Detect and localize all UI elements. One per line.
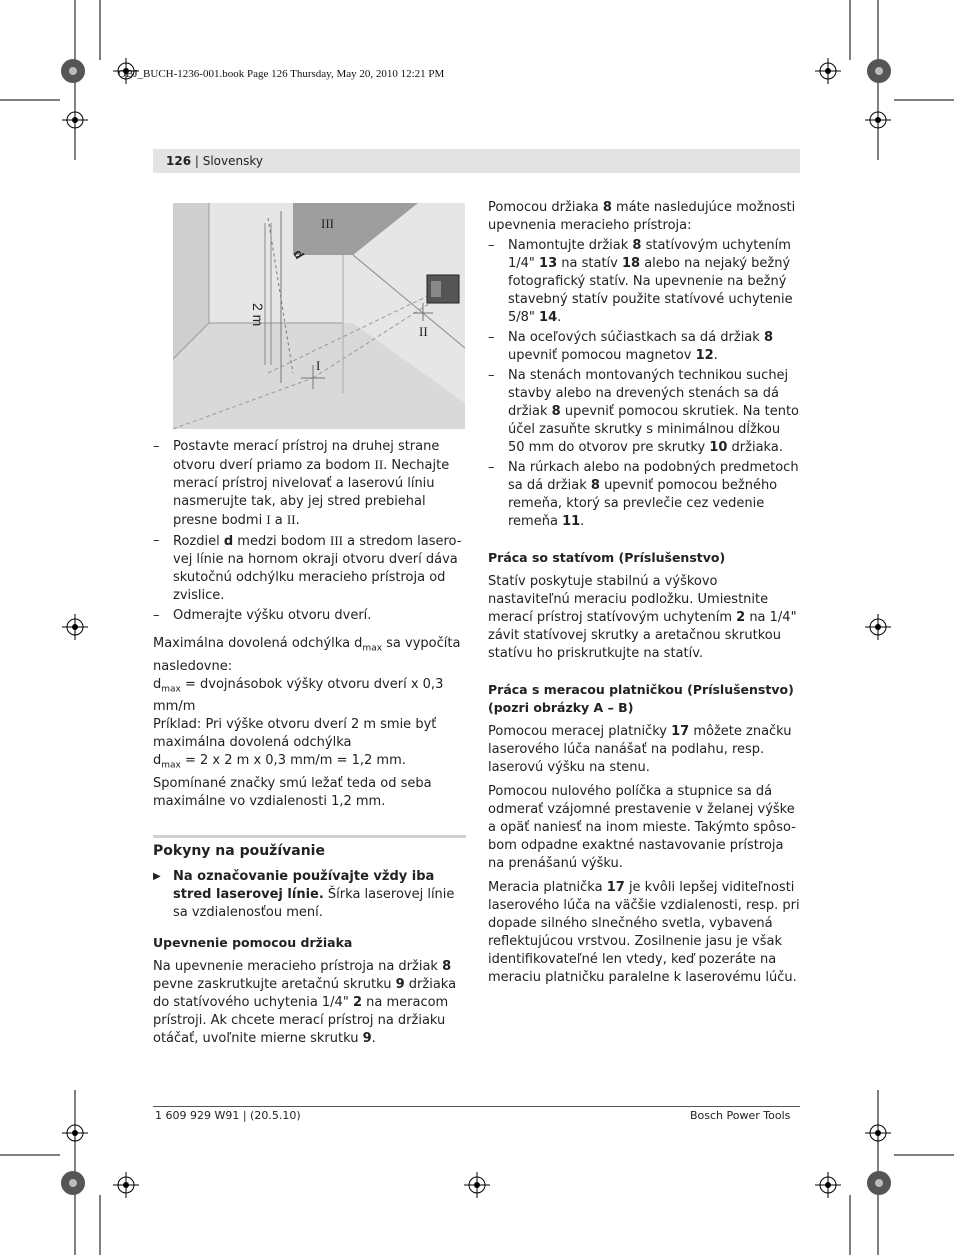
registration-wheel-icon (60, 58, 86, 84)
crosshair-target-icon (865, 107, 891, 133)
paragraph: Meracia platnička 17 je kvôli lepšej viditeľnosti laserového lúča na väčšie vzdialenosti, resp. pri dopade silného slnečného svetla, vybavená reflektujúcou vrstvou. Zosilnenie jasu je však identifikovateľné len vtedy, keď pozeráte na meraciu platničku paralelne k laserovému lúču. (488, 880, 800, 985)
section-rule (153, 835, 466, 838)
crosshair-target-icon (62, 107, 88, 133)
list-item: – Namontujte držiak 8 statívovým uchytením 1/4" 13 na statív 18 alebo na nejaký bežný fotografický statív. Na upevnenie na bežný stavebný statív použite statívové uchytenie 5/8" 14. (488, 238, 793, 325)
paragraph: Pomocou držiaka 8 máte nasledujúce možnosti upevnenia meracieho prístroja: (488, 200, 796, 233)
list-item: – Postavte merací prístroj na druhej strane otvoru dverí priamo za bodom II. Nechajte merací prístroj nivelovať a laserovú líniu nasmerujte tak, aby jej stred prebiehal presne bodmi I a II. (153, 439, 450, 528)
footer-rule (153, 1106, 800, 1107)
section-title: Pokyny na používanie (153, 842, 325, 859)
right-column (488, 199, 800, 993)
tip-item: ▶ Na označovanie používajte vždy iba stred laserovej línie. Šírka laserovej línie sa vzdialenosťou mení. (153, 868, 455, 920)
label-2m: 2 m (250, 303, 266, 327)
crosshair-target-icon (865, 1120, 891, 1146)
print-info-line: OBJ_BUCH-1236-001.book Page 126 Thursday, May 20, 2010 12:21 PM (118, 68, 445, 80)
crosshair-target-icon (113, 1172, 139, 1198)
crosshair-target-icon (464, 1172, 490, 1198)
formula-block: Maximálna dovolená odchýlka $d_{max}$ sa vypočíta nasledovne: $d_{max}$ = dvojnásobok výšky otvoru dverí x 0,3 mm/m Príklad: Pri výške otvoru dverí 2 m smie byť maximálna dovolená odchýlka $d_{max} = 2$ x 2 m x 0,3 mm/m = 1,2 mm. Spomínané značky smú ležať teda od seba maximálne vo vzdialenosti 1,2 mm. (153, 636, 461, 809)
paragraph: Na upevnenie meracieho prístroja na držiak 8 pevne zaskrutkujte aretačnú skrutku 9 držiaka do statívového uchytenia 1/4" 2 na meracom prístroji. Ak chcete merací prístroj na držiaku otáčať, uvoľnite mierne skrutku 9. (153, 958, 457, 1046)
paragraph: Statív poskytuje stabilnú a výškovo nastaviteľnú meraciu podložku. Umiestnite merací prístroj statívovým uchytením 2 na 1/4" závit statívovej skrutky a aretačnou skrutkou statívu ho priskrutkujte na statív. (488, 574, 797, 661)
crosshair-target-icon (62, 614, 88, 640)
crosshair-target-icon (815, 58, 841, 84)
list-item: – Rozdiel d medzi bodom III a stredom lasero-vej línie na hornom okraji otvoru dverí dáva skutočnú odchýlku meracieho prístroja od zvislice. (153, 533, 462, 603)
header-separator: | (191, 154, 203, 168)
left-column (153, 438, 466, 1054)
paragraph: Pomocou nulového políčka a stupnice sa dá odmerať vzájomné prestavenie v želanej výške a opäť naniesť na inom mieste. Takýmto spôso-bom odpadne exaktné nastavovanie prístroja na prenášanú výšku. (488, 784, 796, 871)
page-header (166, 154, 263, 168)
label-d: d (290, 247, 308, 262)
list-item: – Na rúrkach alebo na podobných predmetoch sa dá držiak 8 upevniť pomocou bežného remeňa, ktorý sa prevlečie cez vedenie remeňa 11. (488, 460, 799, 529)
crosshair-target-icon (815, 1172, 841, 1198)
registration-wheel-icon (866, 1170, 892, 1196)
footer-brand: Bosch Power Tools (690, 1109, 791, 1122)
registration-wheel-icon (866, 58, 892, 84)
crosshair-target-icon (865, 614, 891, 640)
label-ii: II (419, 324, 428, 339)
triangle-bullet-icon: ▶ (153, 870, 161, 882)
crosshair-target-icon (62, 1120, 88, 1146)
list-item: – Na stenách montovaných technikou suchej stavby alebo na drevených stenách sa dá držiak 8 upevniť pomocou skrutiek. Na tento účel zasuňte skrutky s minimálnou dĺžkou 50 mm do otvorov pre skrutky 10 držiaka. (488, 368, 800, 455)
footer-code: 1 609 929 W91 | (20.5.10) (155, 1109, 301, 1122)
label-i: I (316, 358, 321, 373)
paragraph: Pomocou meracej platničky 17 môžete značku laserového lúča nanášať na podlahu, resp. laserovú výšku na stenu. (488, 724, 792, 775)
page-number: 126 (166, 154, 192, 168)
registration-wheel-icon (60, 1170, 86, 1196)
sub-heading: Práca so statívom (Príslušenstvo) (488, 550, 726, 565)
sub-heading: Práca s meracou platničkou (Príslušenstvo) (pozri obrázky A – B) (488, 682, 794, 715)
list-item: – Odmerajte výšku otvoru dverí. (153, 608, 372, 623)
list-item: – Na oceľových súčiastkach sa dá držiak 8 upevniť pomocou magnetov 12. (488, 330, 773, 363)
header-language: Slovensky (202, 154, 263, 168)
door-laser-figure (173, 203, 465, 429)
label-iii: III (321, 216, 334, 231)
sub-heading: Upevnenie pomocou držiaka (153, 934, 353, 950)
